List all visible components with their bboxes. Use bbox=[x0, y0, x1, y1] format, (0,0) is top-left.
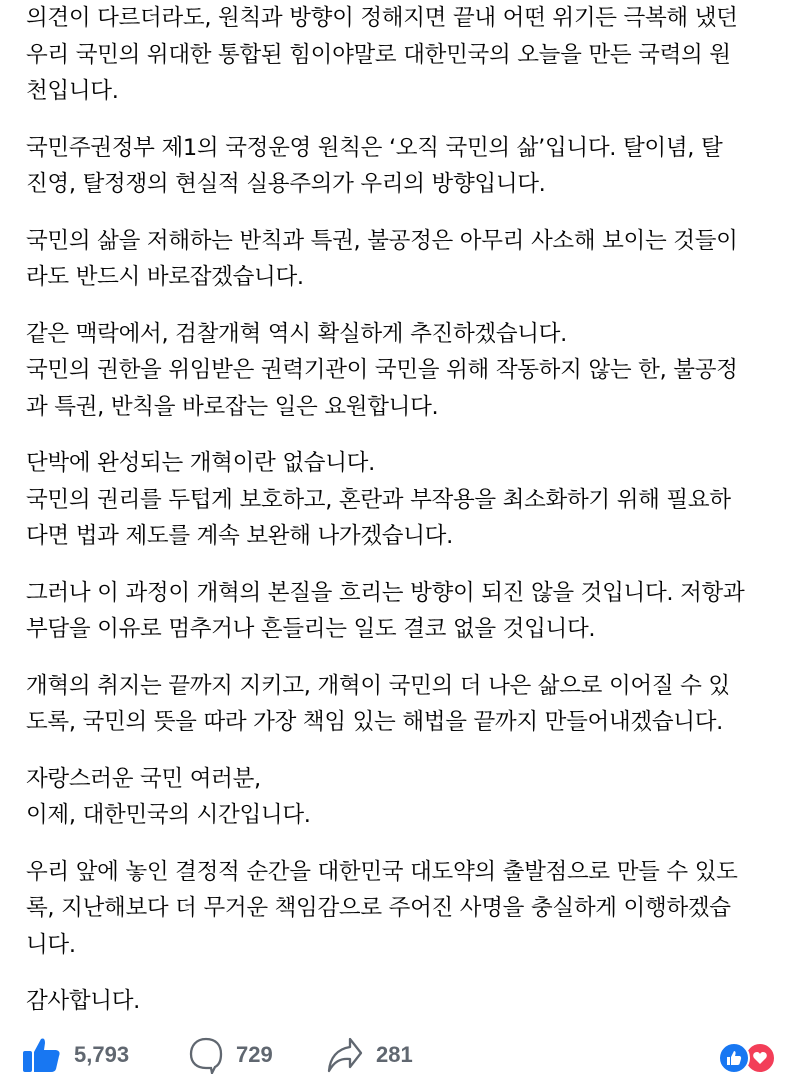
post-text-line: 부담을 이유로 멈추거나 흔들리는 일도 결코 없을 것입니다. bbox=[26, 616, 596, 642]
post-text-line: 국민주권정부 제1의 국정운영 원칙은 ‘오직 국민의 삶’입니다. 탈이념, 탈 bbox=[26, 134, 723, 161]
post-text-line: 감사합니다. bbox=[26, 988, 141, 1014]
like-count: 5,793 bbox=[74, 1042, 130, 1067]
share-icon bbox=[326, 1036, 364, 1074]
post-text-line: 단박에 완성되는 개혁이란 없습니다. bbox=[26, 450, 375, 476]
post-text-line: 진영, 탈정쟁의 현실적 실용주의가 우리의 방향입니다. bbox=[26, 171, 546, 197]
post-text-line: 자랑스러운 국민 여러분, bbox=[26, 765, 261, 792]
share-count: 281 bbox=[376, 1042, 413, 1067]
post-text-line: 국민의 권리를 두텁게 보호하고, 혼란과 부작용을 최소화하기 위해 필요하 bbox=[26, 486, 731, 513]
post-text-line: 우리 앞에 놓인 결정적 순간을 대한민국 대도약의 출발점으로 만들 수 있도 bbox=[26, 858, 738, 885]
post-paragraph bbox=[26, 668, 796, 741]
post-paragraph bbox=[26, 316, 796, 426]
post-paragraph bbox=[26, 575, 796, 648]
thumbs-up-icon bbox=[22, 1036, 62, 1074]
post-paragraph bbox=[26, 445, 796, 555]
post-text-line: 의견이 다르더라도, 원칙과 방향이 정해지면 끝내 어떤 위기든 극복해 냈던 bbox=[26, 5, 738, 31]
post-text-line: 도록, 국민의 뜻을 따라 가장 책임 있는 해법을 끝까지 만들어내겠습니다. bbox=[26, 709, 723, 735]
post-paragraph bbox=[26, 223, 796, 296]
post-text-line: 그러나 이 과정이 개혁의 본질을 흐리는 방향이 되진 않을 것입니다. 저항과 bbox=[26, 579, 745, 606]
post-text-line: 니다. bbox=[26, 931, 76, 958]
post-text-line: 우리 국민의 위대한 통합된 힘이야말로 대한민국의 오늘을 만든 국력의 원 bbox=[26, 41, 731, 68]
comment-icon bbox=[188, 1036, 224, 1074]
comment-count: 729 bbox=[236, 1042, 273, 1067]
engagement-bar bbox=[0, 1030, 800, 1080]
post-text-line: 다면 법과 제도를 계속 보완해 나가겠습니다. bbox=[26, 523, 453, 549]
post-paragraph bbox=[26, 761, 796, 834]
share-button[interactable] bbox=[326, 1036, 413, 1074]
post-text-line: 과 특권, 반칙을 바로잡는 일은 요원합니다. bbox=[26, 393, 439, 420]
post-text-line: 천입니다. bbox=[26, 78, 119, 104]
post-text-line: 이제, 대한민국의 시간입니다. bbox=[26, 802, 311, 828]
post-text-line: 개혁의 취지는 끝까지 지키고, 개혁이 국민의 더 나은 삶으로 이어질 수 있 bbox=[26, 672, 730, 699]
post-paragraph bbox=[26, 0, 796, 110]
post-text-line: 록, 지난해보다 더 무거운 책임감으로 주어진 사명을 충실하게 이행하겠습 bbox=[26, 895, 731, 921]
reaction-icons[interactable] bbox=[718, 1042, 776, 1074]
post-paragraph bbox=[26, 854, 796, 964]
post-text-line: 라도 반드시 바로잡겠습니다. bbox=[26, 264, 304, 290]
post-text-line: 국민의 권한을 위임받은 권력기관이 국민을 위해 작동하지 않는 한, 불공정 bbox=[26, 357, 738, 383]
post-paragraph bbox=[26, 130, 796, 203]
like-button[interactable] bbox=[22, 1036, 129, 1074]
comment-button[interactable] bbox=[188, 1036, 273, 1074]
post-paragraph bbox=[26, 983, 796, 1020]
post-text-line: 국민의 삶을 저해하는 반칙과 특권, 불공정은 아무리 사소해 보이는 것들이 bbox=[26, 227, 738, 254]
like-reaction-icon bbox=[718, 1042, 750, 1074]
post-text-line: 같은 맥락에서, 검찰개혁 역시 확실하게 추진하겠습니다. bbox=[26, 320, 567, 347]
post-body bbox=[26, 0, 796, 1040]
